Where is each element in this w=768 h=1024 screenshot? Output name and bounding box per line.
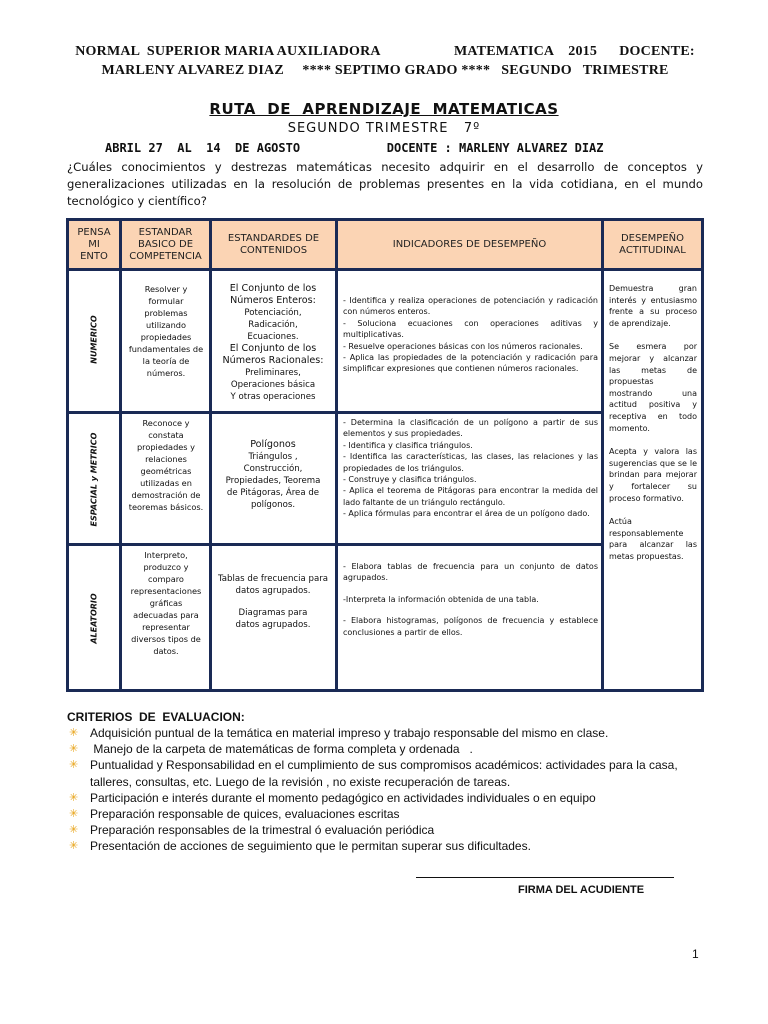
contenido-racionales-title: El Conjunto de los Números Racionales:: [222, 343, 324, 366]
actitud-item: Actúa responsablemente para alcanzar las metas propuestas.: [609, 517, 697, 561]
indicador-item: - Aplica fórmulas para encontrar el área de un polígono dado.: [343, 509, 590, 519]
header-actitudinal: DESEMPEÑO ACTITUDINAL: [604, 221, 701, 268]
indicador-item: - Aplica el teorema de Pitágoras para encontrar la medida del lado faltante de un triángulo rectángulo.: [343, 486, 598, 507]
criterio-item: ✳ Participación e interés durante el momento pedagógico en actividades individuales o en equipo: [69, 790, 596, 805]
contenido-poligonos-items: Triángulos , Construcción, Propiedades, Teorema de Pitágoras, Área de polígonos.: [225, 452, 321, 510]
guiding-question: ¿Cuáles conocimientos y destrezas matemáticas necesito adquirir en el desarrollo de conceptos y generalizaciones utilizadas en la resolución de problemas presentes en la vida cotidiana, en el mundo tecnológico y científico?: [67, 160, 703, 208]
document-subtitle: SEGUNDO TRIMESTRE 7º: [287, 121, 481, 136]
contenidos-espacial: [215, 439, 331, 511]
indicador-item: - Soluciona ecuaciones con operaciones aditivas y multiplicativas.: [343, 318, 598, 340]
star-bullet-icon: ✳: [69, 727, 79, 739]
star-bullet-icon: ✳: [69, 743, 79, 756]
star-bullet-icon: ✳: [69, 791, 79, 804]
criterios-list: [67, 725, 717, 855]
actitud-item: Demuestra gran interés y entusiasmo frente a su proceso de aprendizaje.: [609, 284, 697, 328]
indicadores-aleatorio: [343, 561, 598, 638]
contenido-poligonos-title: Polígonos: [250, 439, 296, 450]
actitud-item: Se esmera por mejorar y alcanzar las metas de propuestas mostrando una actitud positiva y receptiva en todo momento.: [609, 342, 697, 433]
indicadores-espacial: [343, 417, 598, 520]
contenidos-numerico: [215, 283, 331, 403]
document-title: RUTA DE APRENDIZAJE MATEMATICAS: [209, 100, 559, 118]
star-bullet-icon: ✳: [69, 759, 79, 772]
indicador-item: - Construye y clasifica triángulos.: [343, 475, 477, 485]
header-estandar: ESTANDAR BASICO DE COMPETENCIA: [122, 221, 209, 268]
header-contenidos: ESTANDARDES DE CONTENIDOS: [212, 221, 335, 268]
header-pensamiento: PENSA MI ENTO: [69, 221, 119, 268]
star-bullet-icon: ✳: [69, 824, 79, 837]
criterio-item: ✳ Presentación de acciones de seguimiento que le permitan superar sus dificultades.: [69, 839, 531, 854]
competencia-aleatorio: Interpreto, produzco y comparo representaciones gráficas adecuadas para representar diversos tipos de datos.: [130, 550, 202, 656]
competencia-numerico: Resolver y formular problemas utilizando propiedades fundamentales de la teoría de números.: [128, 284, 204, 378]
criterios-title: CRITERIOS DE EVALUACION:: [67, 710, 245, 724]
star-bullet-icon: ✳: [69, 840, 79, 853]
contenidos-aleatorio: [215, 573, 331, 631]
header-line-1: NORMAL SUPERIOR MARIA AUXILIADORA MATEMATICA 2015 DOCENTE:: [75, 44, 695, 59]
star-bullet-icon: ✳: [69, 808, 79, 821]
pensamiento-aleatorio-label: ALEATORIO: [89, 593, 99, 644]
contenido-enteros-title: El Conjunto de los Números Enteros:: [229, 283, 317, 306]
competencia-espacial: Reconoce y constata propiedades y relaciones geométricas utilizadas en demostración de teoremas básicos.: [128, 418, 204, 512]
header-indicadores: INDICADORES DE DESEMPEÑO: [338, 221, 601, 268]
indicador-item: - Elabora histogramas, polígonos de frecuencia y establece conclusiones a partir de ellos.: [343, 616, 598, 637]
indicador-item: - Identifica las características, las clases, las relaciones y las propiedades de los triángulos.: [343, 452, 598, 473]
page-number: 1: [692, 947, 699, 961]
indicador-item: - Determina la clasificación de un polígono a partir de sus elementos y sus propiedades.: [343, 418, 598, 439]
pensamiento-numerico-label: NUMERICO: [89, 315, 99, 364]
indicador-item: - Elabora tablas de frecuencia para un conjunto de datos agrupados.: [343, 562, 598, 583]
indicador-item: - Resuelve operaciones básicas con los números racionales.: [343, 341, 583, 351]
pensamiento-espacial-label: ESPACIAL y METRICO: [89, 432, 99, 527]
indicador-item: - Aplica las propiedades de la potenciación y radicación para simplificar expresiones que contienen números racionales.: [343, 353, 598, 374]
actitud-item: Acepta y valora las sugerencias que se le brindan para mejorar y fortalecer su proceso formativo.: [609, 447, 697, 503]
contenido-enteros-items: Potenciación, Radicación, Ecuaciones.: [244, 308, 302, 342]
indicador-item: - Identifica y realiza operaciones de potenciación y radicación con números enteros.: [343, 296, 598, 317]
contenido-racionales-items: Preliminares, Operaciones básica Y otras operaciones: [230, 368, 316, 402]
signature-label: FIRMA DEL ACUDIENTE: [518, 884, 645, 896]
criterio-item: ✳ Preparación responsable de quices, evaluaciones escritas: [69, 807, 400, 822]
contenido-tablas: Tablas de frecuencia para datos agrupados.: [217, 574, 329, 596]
signature-line: [416, 877, 674, 878]
desempeno-actitudinal: [609, 283, 697, 562]
criterio-item: ✳ Puntualidad y Responsabilidad en el cumplimiento de sus compromisos académicos: actividades para la casa, talleres, consultas, etc. Luego de la revisión , no existe recuperación de tareas.: [69, 758, 678, 789]
criterio-item: ✳ Manejo de la carpeta de matemáticas de forma completa y ordenada .: [69, 742, 473, 757]
indicador-item: - Identifica y clasifica triángulos.: [343, 440, 473, 450]
indicador-item: -Interpreta la información obtenida de una tabla.: [343, 594, 539, 604]
contenido-diagramas: Diagramas para datos agrupados.: [235, 608, 311, 630]
dates-line: ABRIL 27 AL 14 DE AGOSTO DOCENTE : MARLENY ALVAREZ DIAZ: [105, 141, 604, 155]
header-line-2: MARLENY ALVAREZ DIAZ **** SEPTIMO GRADO **** SEGUNDO TRIMESTRE: [101, 63, 669, 78]
learning-route-table: [66, 218, 704, 692]
criterio-item: ✳ Preparación responsables de la trimestral ó evaluación periódica: [69, 823, 435, 838]
criterio-item: ✳ Adquisición puntual de la temática en material impreso y trabajo responsable del mismo en clase.: [69, 726, 609, 740]
indicadores-numerico: [343, 295, 598, 375]
